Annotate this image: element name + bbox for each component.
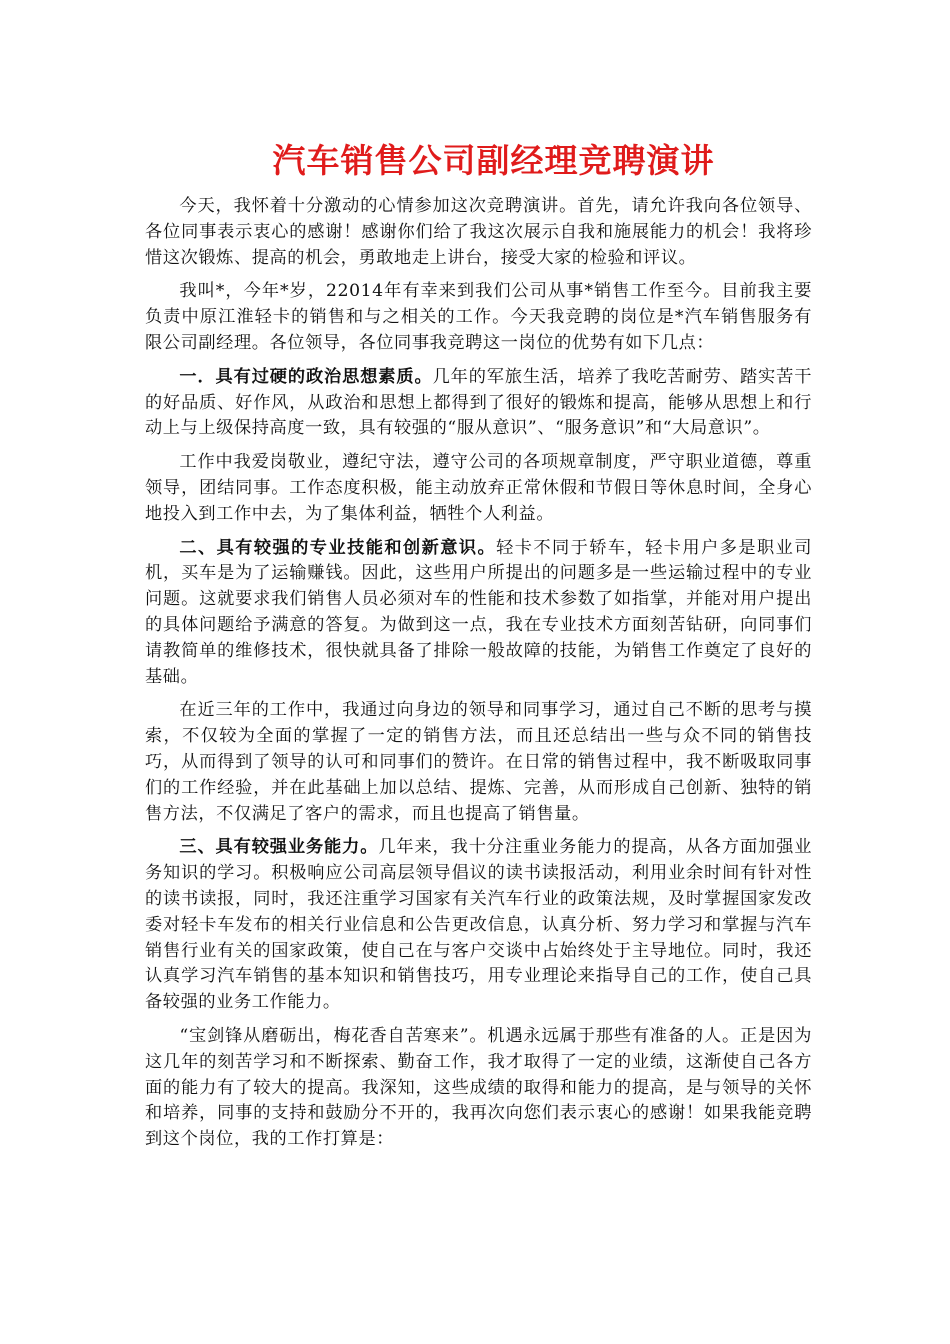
paragraph-2 xyxy=(145,279,812,356)
paragraph-3-lead: 一．具有过硬的政治思想素质。 xyxy=(179,366,433,387)
paragraph-5-lead: 二、具有较强的专业技能和创新意识。 xyxy=(179,537,497,558)
paragraph-7-text: 几年来，我十分注重业务能力的提高，从各方面加强业务知识的学习。积极响应公司高层领导倡议的读书读报活动，利用业余时间有针对性的读书读报，同时，我还注重学习国家有关汽车行业的政策法规，及时掌握国家发改委对轻卡车发布的相关行业信息和公告更改信息，认真分析、努力学习和掌握与汽车销售行业有关的国家政策，使自己在与客户交谈中占始终处于主导地位。同时，我还认真学习汽车销售的基本知识和销售技巧，用专业理论来指导自己的工作，使自己具备较强的业务工作能力。 xyxy=(145,837,813,1013)
paragraph-3-text: 几年的军旅生活，培养了我吃苦耐劳、踏实苦干的好品质、好作风，从政治和思想上都得到了很好的锻炼和提高，能够从思想上和行动上与上级保持高度一致，具有较强的“服从意识”、“服务意识”和“大局意识”。 xyxy=(145,366,813,439)
paragraph-1-text: 今天，我怀着十分激动的心情参加这次竞聘演讲。首先，请允许我向各位领导、各位同事表示衷心的感谢！感谢你们给了我这次展示自我和施展能力的机会！我将珍惜这次锻炼、提高的机会，勇敢地走上讲台，接受大家的检验和评议。 xyxy=(145,196,812,268)
paragraph-3 xyxy=(145,365,812,442)
document-title: 汽车销售公司副经理竞聘演讲 xyxy=(272,141,715,180)
paragraph-8-text: “宝剑锋从磨砺出，梅花香自苦寒来”。机遇永远属于那些有准备的人。正是因为这几年的刻苦学习和不断探索、勤奋工作，我才取得了一定的业绩，这渐使自己各方面的能力有了较大的提高。我深知，这些成绩的取得和能力的提高，是与领导的关怀和培养，同事的支持和鼓励分不开的，我再次向您们表示衷心的感谢！如果我能竞聘到这个岗位，我的工作打算是： xyxy=(145,1025,812,1150)
paragraph-5 xyxy=(145,536,812,691)
paragraph-5-text: 轻卡不同于轿车，轻卡用户多是职业司机，买车是为了运输赚钱。因此，这些用户所提出的问题多是一些运输过程中的专业问题。这就要求我们销售人员必须对车的性能和技术参数了如指掌，并能对用户提出的具体问题给予满意的答复。为做到这一点，我在专业技术方面刻苦钻研，向同事们请教简单的维修技术，很快就具备了排除一般故障的技能，为销售工作奠定了良好的基础。 xyxy=(145,537,813,687)
paragraph-8 xyxy=(145,1024,812,1153)
paragraph-6-text: 在近三年的工作中，我通过向身边的领导和同事学习，通过自己不断的思考与摸索，不仅较为全面的掌握了一定的销售方法，而且还总结出一些与众不同的销售技巧，从而得到了领导的认可和同事们的赞许。在日常的销售过程中，我不断吸取同事们的工作经验，并在此基础上加以总结、提炼、完善，从而形成自己创新、独特的销售方法，不仅满足了客户的需求，而且也提高了销售量。 xyxy=(145,700,812,824)
paragraph-6 xyxy=(145,698,812,827)
document-page xyxy=(145,132,812,1161)
paragraph-2-text: 我叫*，今年*岁，22014年有幸来到我们公司从事*销售工作至今。目前我主要负责中原江淮轻卡的销售和与之相关的工作。今天我竞聘的岗位是*汽车销售服务有限公司副经理。各位领导，各位同事我竞聘这一岗位的优势有如下几点： xyxy=(145,281,812,353)
paragraph-1 xyxy=(145,194,812,271)
paragraph-7 xyxy=(145,835,812,1016)
paragraph-7-lead: 三、具有较强业务能力。 xyxy=(179,837,379,858)
paragraph-4-text: 工作中我爱岗敬业，遵纪守法，遵守公司的各项规章制度，严守职业道德，尊重领导，团结同事。工作态度积极，能主动放弃正常休假和节假日等休息时间，全身心地投入到工作中去，为了集体利益，牺牲个人利益。 xyxy=(145,452,812,524)
paragraph-4 xyxy=(145,450,812,527)
